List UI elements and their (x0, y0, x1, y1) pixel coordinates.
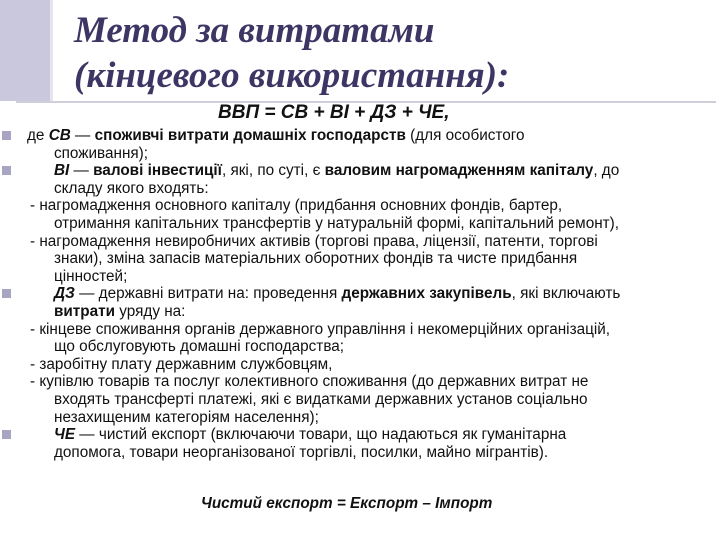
text-run: входять трансферті платежі, які є видатками державних установ соціально (54, 390, 588, 408)
text-line (0, 145, 700, 163)
slide-title-line-2: (кінцевого використання): (74, 55, 510, 96)
text-run: - кінцеве споживання органів державного управління і некомерційних організацій, (30, 320, 611, 338)
square-bullet-icon (2, 289, 11, 298)
text-line (0, 391, 700, 409)
text-run: знаки), зміна запасів матеріальних оборотних фондів та чисте придбання (54, 250, 578, 268)
text-run: цінностей; (54, 267, 128, 285)
square-bullet-icon (2, 430, 11, 439)
bullet-line (0, 162, 700, 180)
decorative-side-bar (0, 0, 50, 101)
text-run: де (27, 127, 49, 144)
text-run: ВІ (54, 162, 70, 180)
bullet-line (0, 285, 700, 303)
text-run: валові інвестиції (93, 162, 222, 180)
text-run: , які, по суті, є (221, 162, 325, 180)
net-export-formula: Чистий експорт = Експорт – Імпорт (201, 495, 493, 512)
text-run: , до (593, 162, 620, 180)
text-line (0, 233, 700, 251)
text-line (0, 268, 700, 286)
text-run: СВ (48, 127, 71, 144)
slide-title-line-1: Метод за витратами (74, 10, 435, 51)
text-run: - нагромадження основного капіталу (придбання основних фондів, бартер, (30, 197, 563, 215)
slide-body-text (0, 127, 700, 461)
text-run: уряду на: (115, 302, 186, 320)
text-run: , які включають (511, 285, 621, 303)
text-line (0, 338, 700, 356)
text-run: — (70, 127, 95, 144)
text-line (0, 373, 700, 391)
text-run: складу якого входять: (54, 179, 209, 197)
text-line (0, 303, 700, 321)
text-run: ДЗ (54, 285, 75, 303)
text-run: — чистий експорт (включаючи товари, що надаються як гуманітарна (75, 426, 567, 444)
text-line (0, 409, 700, 427)
text-line (0, 356, 700, 374)
text-run: валовим нагромадженням капіталу (324, 162, 594, 180)
bullet-line (0, 127, 700, 145)
text-run: отримання капітальних трансфертів у натуральній формі, капітальний ремонт), (54, 214, 620, 232)
text-line (0, 215, 700, 233)
text-line (0, 180, 700, 198)
bullet-line (0, 426, 700, 444)
text-run: витрати (54, 302, 116, 320)
text-run: - заробітну плату державним службовцям, (30, 355, 333, 373)
text-run: — (69, 162, 94, 180)
text-line (0, 197, 700, 215)
text-run: — державні витрати на: проведення (74, 285, 342, 303)
slide-title (74, 8, 704, 98)
gdp-formula: ВВП = СВ + ВІ + ДЗ + ЧЕ, (218, 102, 450, 123)
text-line (0, 250, 700, 268)
text-run: незахищеним категоріям населення); (54, 408, 319, 426)
text-run: споживчі витрати домашніх господарств (94, 127, 406, 144)
text-run: - нагромадження невиробничих активів (торгові права, ліцензії, патенти, торгові (30, 232, 598, 250)
square-bullet-icon (2, 166, 11, 175)
text-run: ЧЕ (54, 426, 76, 444)
text-run: допомога, товари неорганізованої торгівлі, посилки, майно мігрантів). (54, 443, 549, 461)
text-run: споживання); (54, 144, 149, 162)
text-run: що обслуговують домашні господарства; (54, 338, 345, 356)
square-bullet-icon (2, 131, 11, 140)
text-run: (для особистого (405, 127, 525, 144)
text-run: - купівлю товарів та послуг колективного споживання (до державних витрат не (30, 373, 589, 391)
text-line (0, 321, 700, 339)
decorative-side-line (50, 0, 53, 101)
text-run: державних закупівель (341, 285, 512, 303)
text-line (0, 444, 700, 462)
